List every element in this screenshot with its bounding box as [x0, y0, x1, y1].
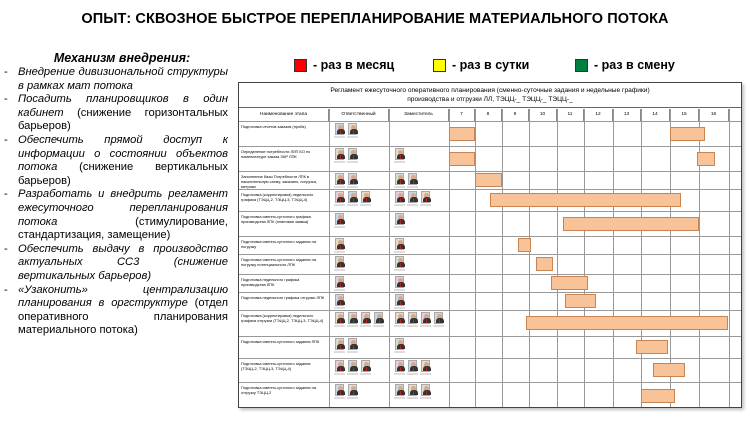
- red-swatch-icon: [294, 59, 307, 72]
- schedule-column-header: 9: [502, 109, 529, 121]
- schedule-row-label: Подготовка сменно-суточного задания на погрузку: [241, 239, 316, 249]
- mechanism-item-note: (снижение вертикальных барьеров): [18, 161, 228, 187]
- schedule-bar: [641, 389, 675, 403]
- person-caption: [407, 397, 418, 399]
- schedule-row-label: Подготовка сменно-суточного графика производства ЛПК (плановая заявка): [241, 214, 311, 224]
- person-photo-icon: [395, 384, 404, 396]
- person-caption: [394, 351, 405, 353]
- person-caption: [407, 186, 418, 188]
- schedule-row: [239, 292, 741, 310]
- person-caption: [394, 161, 405, 163]
- person-photo-icon: [408, 384, 417, 396]
- schedule-row: [239, 254, 741, 274]
- person-photo-icon: [395, 173, 404, 185]
- person-caption: [420, 325, 431, 327]
- schedule-row-label: Подготовка отчетов заказов (проба): [241, 124, 306, 129]
- person-caption: [334, 373, 345, 375]
- person-caption: [347, 325, 358, 327]
- person-photo-icon: [361, 312, 370, 324]
- schedule-column-header: 7: [449, 109, 475, 121]
- person-photo-icon: [395, 148, 404, 160]
- person-photo-icon: [408, 312, 417, 324]
- mechanism-item: [4, 134, 228, 188]
- mechanism-item-note: (стимулирование, стандартизация, замещение): [18, 215, 228, 242]
- person-caption: [334, 251, 345, 253]
- mechanism-item-text: Обеспечить выдачу в производство актуальных СС3 (снижение вертикальных барьеров): [18, 242, 228, 282]
- person-photo-icon: [361, 191, 370, 203]
- schedule-column-header: 13: [613, 109, 641, 121]
- person-caption: [394, 269, 405, 271]
- person-caption: [394, 397, 405, 399]
- person-photo-icon: [335, 338, 344, 350]
- person-photo-icon: [348, 191, 357, 203]
- person-photo-icon: [395, 256, 404, 268]
- schedule-row-label: Подготовка недельного графика производства ЛПК: [241, 277, 300, 287]
- person-photo-icon: [335, 238, 344, 250]
- schedule-column-header: 11: [557, 109, 584, 121]
- person-photo-icon: [335, 191, 344, 203]
- schedule-bar: [490, 193, 681, 207]
- person-photo-icon: [335, 173, 344, 185]
- schedule-row-label: Подготовка (корректировка) недельного графика отгрузки (ТЭЦЦ-2, ТЭЦЦ-3, ТЭЦЦ-4): [241, 313, 324, 323]
- schedule-column-header: 12: [584, 109, 613, 121]
- legend-daily-label: - раз в сутки: [452, 58, 530, 72]
- person-caption: [334, 325, 345, 327]
- schedule-column-header: 14: [641, 109, 670, 121]
- person-caption: [433, 325, 444, 327]
- schedule-row-label: Подготовка сменно-суточного задания (ТЭЦЦ-2, ТЭЦЦ-3, ТЭЦЦ-4): [241, 361, 311, 371]
- person-caption: [347, 204, 358, 206]
- person-photo-icon: [395, 191, 404, 203]
- schedule-row: [239, 274, 741, 292]
- schedule-bar: [536, 257, 553, 271]
- person-photo-icon: [348, 384, 357, 396]
- schedule-table: [238, 82, 742, 408]
- schedule-column-header: Наименование этапа: [239, 109, 329, 121]
- person-photo-icon: [395, 276, 404, 288]
- schedule-bar: [518, 238, 531, 252]
- person-photo-icon: [408, 173, 417, 185]
- schedule-bar: [565, 294, 596, 308]
- person-caption: [360, 373, 371, 375]
- person-photo-icon: [335, 213, 344, 225]
- person-photo-icon: [348, 123, 357, 135]
- schedule-bar: [670, 127, 705, 141]
- person-photo-icon: [395, 312, 404, 324]
- mechanism-item-text: Внедрение дивизиональной структуры в рамках мат потока: [18, 66, 228, 92]
- person-caption: [407, 373, 418, 375]
- schedule-bar: [551, 276, 588, 290]
- schedule-row: [239, 236, 741, 254]
- mechanism-item: [4, 284, 228, 338]
- schedule-row: [239, 121, 741, 146]
- schedule-row-label: Подготовка сменно-суточного задания на отгрузку ТЭЦЦ-2: [241, 385, 316, 395]
- schedule-column-header: 15: [670, 109, 699, 121]
- person-caption: [334, 204, 345, 206]
- person-caption: [334, 226, 345, 228]
- person-photo-icon: [335, 148, 344, 160]
- yellow-swatch-icon: [433, 59, 446, 72]
- schedule-table-heading: [239, 83, 741, 108]
- mechanism-item: [4, 243, 228, 284]
- person-caption: [334, 307, 345, 309]
- person-photo-icon: [434, 312, 443, 324]
- person-photo-icon: [348, 338, 357, 350]
- person-photo-icon: [335, 294, 344, 306]
- mechanism-list: [4, 66, 228, 338]
- schedule-row: [239, 146, 741, 171]
- person-photo-icon: [335, 123, 344, 135]
- person-caption: [394, 307, 405, 309]
- mechanism-item-text: «Узаконить» централизацию планирования в оргструктуре: [18, 283, 228, 310]
- person-caption: [334, 269, 345, 271]
- person-photo-icon: [361, 360, 370, 372]
- person-caption: [334, 161, 345, 163]
- schedule-row-label: Подготовка недельного графика отгрузки ЛПК: [241, 295, 325, 300]
- person-caption: [347, 373, 358, 375]
- schedule-bar: [636, 340, 668, 354]
- page-title: ОПЫТ: СКВОЗНОЕ БЫСТРОЕ ПЕРЕПЛАНИРОВАНИЕ МАТЕРИАЛЬНОГО ПОТОКА: [81, 11, 669, 27]
- person-caption: [347, 397, 358, 399]
- person-caption: [334, 186, 345, 188]
- schedule-bar: [563, 217, 699, 231]
- schedule-column-header: Заместитель: [389, 109, 449, 121]
- person-caption: [407, 204, 418, 206]
- person-photo-icon: [335, 256, 344, 268]
- schedule-bar: [697, 152, 715, 166]
- schedule-bar: [653, 363, 685, 377]
- person-photo-icon: [395, 213, 404, 225]
- person-caption: [407, 325, 418, 327]
- person-caption: [394, 226, 405, 228]
- mechanism-item-text: Обеспечить прямой доступ к информации о состоянии объектов потока: [18, 133, 228, 174]
- schedule-column-header: 16: [699, 109, 729, 121]
- person-photo-icon: [395, 360, 404, 372]
- person-photo-icon: [395, 338, 404, 350]
- person-photo-icon: [348, 360, 357, 372]
- schedule-bar: [449, 152, 475, 166]
- person-photo-icon: [421, 191, 430, 203]
- person-caption: [420, 204, 431, 206]
- person-photo-icon: [335, 384, 344, 396]
- schedule-row-label: Подготовка (корректировка) недельного графика (ТЭЦЦ-2, ТЭЦЦ-3, ТЭЦЦ-4): [241, 192, 314, 202]
- implementation-mechanism-panel: [4, 51, 228, 338]
- mechanism-item: [4, 188, 228, 242]
- person-photo-icon: [421, 312, 430, 324]
- person-caption: [420, 397, 431, 399]
- person-photo-icon: [421, 360, 430, 372]
- person-caption: [373, 325, 384, 327]
- person-caption: [334, 136, 345, 138]
- person-photo-icon: [348, 312, 357, 324]
- schedule-bar: [475, 173, 502, 187]
- schedule-row-label: Подготовка сменно-суточного задания на погрузку потенциального ЛПК: [241, 257, 316, 267]
- legend-monthly-label: - раз в месяц: [313, 58, 395, 72]
- person-caption: [394, 186, 405, 188]
- person-caption: [394, 251, 405, 253]
- legend-shift-label: - раз в смену: [594, 58, 675, 72]
- mechanism-item: [4, 66, 228, 93]
- schedule-bar: [449, 127, 475, 141]
- mechanism-item-note: (снижение горизонтальных барьеров): [18, 106, 228, 133]
- person-caption: [394, 289, 405, 291]
- person-caption: [334, 351, 345, 353]
- person-caption: [360, 204, 371, 206]
- person-caption: [334, 289, 345, 291]
- green-swatch-icon: [575, 59, 588, 72]
- person-photo-icon: [408, 191, 417, 203]
- person-photo-icon: [348, 173, 357, 185]
- person-caption: [347, 351, 358, 353]
- person-photo-icon: [395, 238, 404, 250]
- schedule-heading-line1: Регламент ежесуточного оперативного планирования (сменно-суточные задания и недельные графики): [330, 87, 650, 94]
- person-caption: [347, 161, 358, 163]
- person-photo-icon: [335, 360, 344, 372]
- person-photo-icon: [421, 384, 430, 396]
- schedule-column-header: Ответственный: [329, 109, 389, 121]
- person-photo-icon: [348, 148, 357, 160]
- person-caption: [394, 325, 405, 327]
- legend-daily: [433, 57, 529, 73]
- mechanism-item: [4, 93, 228, 134]
- person-photo-icon: [395, 294, 404, 306]
- person-caption: [394, 373, 405, 375]
- schedule-bar: [526, 316, 728, 330]
- schedule-column-header: 8: [475, 109, 502, 121]
- schedule-row-label: Определение потребности ЛЛП БО по номенклатуре заказа ЗАР ЛПК: [241, 149, 311, 159]
- schedule-row-label: Подготовка сменно-суточного задания ЛПК: [241, 339, 320, 344]
- person-caption: [360, 325, 371, 327]
- person-caption: [347, 186, 358, 188]
- mechanism-item-text: Посадить планировщиков в один кабинет: [18, 93, 228, 119]
- person-caption: [420, 373, 431, 375]
- person-photo-icon: [335, 276, 344, 288]
- mechanism-heading: Механизм внедрения:: [53, 51, 191, 65]
- person-photo-icon: [374, 312, 383, 324]
- schedule-row-label: Заполнение базы Потребности ЛПК в накопительную схему, заказано, погрузка, метрики: [241, 174, 317, 189]
- person-photo-icon: [335, 312, 344, 324]
- person-caption: [347, 136, 358, 138]
- mechanism-item-note: (отдел оперативного планирования материального потока): [18, 297, 228, 337]
- mechanism-item-text: Разработать и внедрить регламент ежесуточного перепланирования потока: [18, 188, 228, 228]
- legend-monthly: [294, 57, 394, 73]
- schedule-column-header: 10: [529, 109, 557, 121]
- legend-shift: [575, 57, 675, 73]
- schedule-heading-line2: производства и отгрузки ЛЛ, ТЭЦЦ-_ ТЭЦЦ-_ ТЭЦЦ-_: [407, 96, 573, 103]
- person-caption: [394, 204, 405, 206]
- person-caption: [334, 397, 345, 399]
- person-photo-icon: [408, 360, 417, 372]
